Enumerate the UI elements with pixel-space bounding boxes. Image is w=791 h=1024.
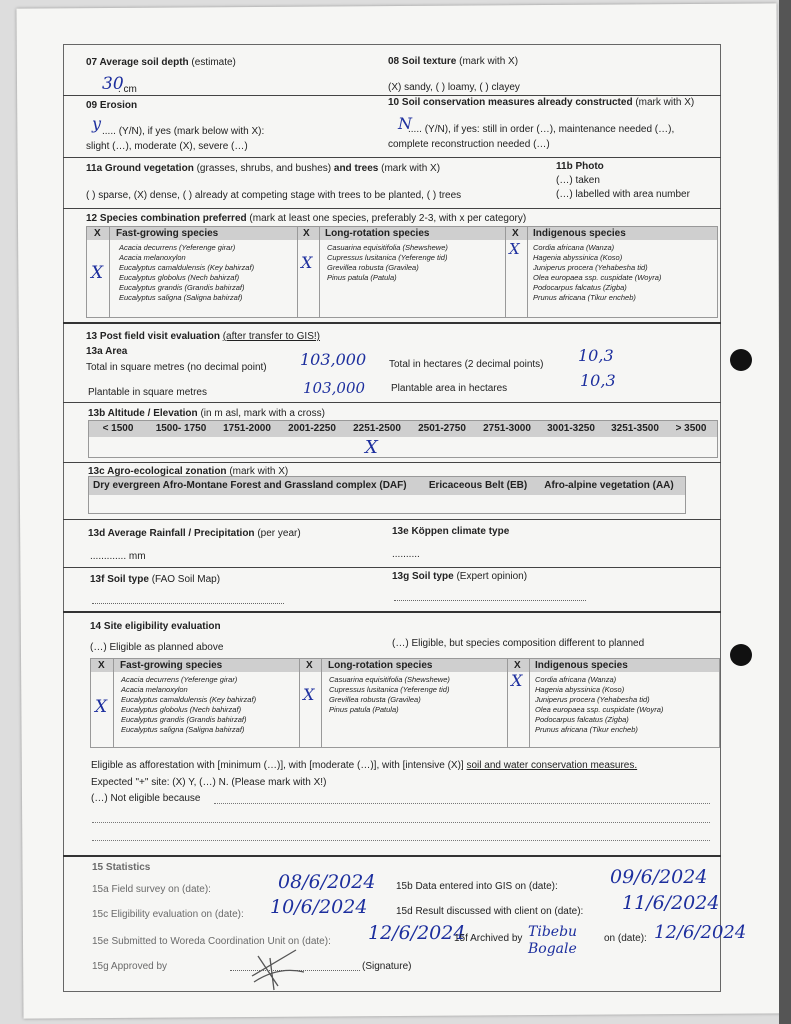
erosion-value: y — [92, 114, 102, 133]
table-cell: (mark at least one species, preferably 2-3, with x per category) — [249, 213, 527, 224]
rainfall-value: ............. mm — [90, 551, 146, 562]
altitude-option: 2751-3000 — [483, 423, 531, 434]
erosion-heading: 09 Erosion — [86, 100, 138, 111]
total-sqm-label: Total in square metres (no decimal point) — [86, 362, 267, 373]
altitude-option: 2251-2500 — [353, 423, 401, 434]
soil-depth-unit: . cm — [118, 84, 137, 95]
table-cell: 13g Soil type — [392, 571, 454, 582]
koppen-heading: 13e Köppen climate type — [392, 526, 510, 537]
koppen-value: .......... — [392, 549, 420, 560]
eligibility-date-label: 15c Eligibility evaluation on (date): — [92, 909, 244, 920]
table-cell: ..... — [102, 126, 116, 137]
archived-date: 12/6/2024 — [654, 922, 747, 943]
table-cell: (FAO Soil Map) — [151, 574, 221, 585]
plantable-sqm-value: 103,000 — [303, 379, 366, 397]
ground-vegetation-options: ( ) sparse, (X) dense, ( ) already at competing stage with trees to be planted, ( ) trees — [86, 190, 462, 201]
table-cell: 13b Altitude / Elevation — [88, 408, 198, 419]
table-cell: 07 Average soil depth — [86, 57, 189, 68]
species-fast-5: Eucalyptus grandis (Grandis bahirzaf) — [119, 283, 245, 292]
altitude-option: > 3500 — [675, 423, 707, 434]
table-cell: X — [514, 660, 521, 671]
table-cell: Acacia decurrens (Yeferenge girar) — [121, 675, 238, 684]
table-cell: (Y/N), if yes (mark below with X): — [118, 126, 265, 137]
soil-texture-heading — [388, 56, 518, 68]
form-frame — [63, 44, 721, 992]
species-fast-3: Eucalyptus camaldulensis (Key bahirzaf) — [119, 263, 255, 272]
statistics-heading: 15 Statistics — [92, 862, 151, 873]
soil-type-fao-heading — [90, 574, 220, 586]
altitude-mark: X — [365, 437, 378, 458]
species-long-2: Cupressus lusitanica (Yeferenge tid) — [327, 253, 448, 262]
table-cell: Pinus patula (Patula) — [329, 705, 399, 714]
species-indig-6: Prunus africana (Tikur encheb) — [533, 293, 636, 302]
species-long-3: Grevillea robusta (Gravilea) — [327, 263, 419, 272]
zone-daf: Dry evergreen Afro-Montane Forest and Grassland complex (DAF) — [93, 480, 407, 491]
table-cell: Eucalyptus camaldulensis (Key bahirzaf) — [121, 695, 257, 704]
table-cell: (grasses, shrubs, and bushes) — [196, 163, 332, 174]
zone-eb: Ericaceous Belt (EB) — [428, 480, 528, 491]
table-cell: Eucalyptus grandis (Grandis bahirzaf) — [121, 715, 247, 724]
species-long-4: Pinus patula (Patula) — [327, 273, 397, 282]
table-cell: Olea europaea ssp. cuspidate (Woyra) — [535, 705, 664, 714]
species-indig-4: Olea europaea ssp. cuspidate (Woyra) — [533, 273, 662, 282]
species-indig-5: Podocarpus falcatus (Zigba) — [533, 283, 627, 292]
plantable-ha-label: Plantable area in hectares — [391, 383, 508, 394]
signature-label: (Signature) — [362, 961, 412, 972]
species-preferred-heading — [86, 213, 526, 225]
species-long-1: Casuarina equisitifolia (Shewshewe) — [327, 243, 448, 252]
table-cell: Eligible as afforestation with [minimum (…)], with [moderate (…)], with [intensive (X)] — [91, 760, 464, 771]
long-rotation-header: Long-rotation species — [325, 228, 430, 239]
gis-entry-label: 15b Data entered into GIS on (date): — [396, 881, 558, 892]
soil-conservation-value: N — [398, 114, 412, 133]
altitude-option: 1751-2000 — [223, 423, 271, 434]
table-cell: 12 Species combination preferred — [86, 213, 247, 224]
altitude-table — [88, 420, 718, 458]
mark-eucalyptus-camaldulensis: X — [91, 263, 104, 283]
soil-conservation-question — [408, 124, 674, 136]
fast-growing-header: Fast-growing species — [116, 228, 219, 239]
table-cell: 13c Agro-ecological zonation — [88, 466, 227, 477]
post-field-heading — [86, 331, 320, 343]
soil-texture-options: (X) sandy, ( ) loamy, ( ) clayey — [388, 82, 520, 93]
table-cell: (mark with X) — [635, 97, 695, 108]
table-cell: Podocarpus falcatus (Zigba) — [535, 715, 629, 724]
table-cell: (after transfer to GIS!) — [222, 331, 320, 342]
table-cell: Casuarina equisitifolia (Shewshewe) — [329, 675, 450, 684]
species-indig-3: Juniperus procera (Yehabesha tid) — [533, 263, 648, 272]
archived-by-label: 15f Archived by — [454, 933, 523, 944]
table-cell: 11a Ground vegetation — [86, 163, 194, 174]
mark-cupressus-lusitanica-14: X — [303, 685, 315, 704]
woreda-submission-date: 12/6/2024 — [368, 922, 466, 944]
table-cell: and trees — [333, 163, 379, 174]
altitude-option: < 1500 — [102, 423, 134, 434]
table-cell: (in m asl, mark with a cross) — [200, 408, 325, 419]
field-survey-label: 15a Field survey on (date): — [92, 884, 211, 895]
table-cell: Grevillea robusta (Gravilea) — [329, 695, 421, 704]
erosion-options: slight (…), moderate (X), severe (…) — [86, 141, 248, 152]
plantable-ha-value: 10,3 — [580, 371, 616, 390]
rainfall-heading — [88, 528, 301, 540]
table-cell: (estimate) — [191, 57, 236, 68]
table-cell: 08 Soil texture — [388, 56, 457, 67]
table-cell: (Y/N), if yes: still in order (…), maintenance needed (…), — [424, 124, 675, 135]
table-cell: Indigenous species — [535, 660, 628, 671]
table-cell: X — [306, 660, 313, 671]
mark-cordia-africana-14: X — [511, 671, 523, 690]
table-cell: Juniperus procera (Yehabesha tid) — [535, 695, 650, 704]
client-discussion-date: 11/6/2024 — [622, 892, 720, 914]
punch-hole — [730, 349, 752, 371]
eligible-different-species: (…) Eligible, but species composition different to planned — [392, 638, 645, 649]
species-fast-6: Eucalyptus saligna (Saligna bahirzaf) — [119, 293, 243, 302]
field-survey-date: 08/6/2024 — [278, 871, 376, 893]
photo-taken: (…) taken — [556, 175, 600, 186]
eligibility-date: 10/6/2024 — [270, 896, 368, 918]
woreda-submission-label: 15e Submitted to Woreda Coordination Unit on (date): — [92, 936, 331, 947]
table-cell: (per year) — [257, 528, 301, 539]
species-fast-1: Acacia decurrens (Yeferenge girar) — [119, 243, 236, 252]
species-fast-2: Acacia melanoxylon — [119, 253, 186, 262]
photo-heading: 11b Photo — [556, 161, 604, 172]
altitude-option: 1500- 1750 — [155, 423, 207, 434]
indigenous-header: Indigenous species — [533, 228, 626, 239]
altitude-option: 2501-2750 — [418, 423, 466, 434]
total-ha-label: Total in hectares (2 decimal points) — [389, 359, 544, 370]
punch-hole — [730, 644, 752, 666]
soil-conservation-heading — [388, 97, 694, 109]
table-cell: Cupressus lusitanica (Yeferenge tid) — [329, 685, 450, 694]
client-discussion-label: 15d Result discussed with client on (date): — [396, 906, 584, 917]
scanner-edge — [779, 0, 791, 1024]
soil-conservation-options: complete reconstruction needed (…) — [388, 139, 550, 150]
table-cell: 10 Soil conservation measures already constructed — [388, 97, 633, 108]
soil-depth-value: 30 — [102, 74, 124, 94]
agro-zone-table — [88, 476, 686, 514]
gis-entry-date: 09/6/2024 — [610, 866, 708, 888]
species-preferred-table — [86, 226, 718, 318]
area-heading: 13a Area — [86, 346, 128, 357]
table-cell: Acacia melanoxylon — [121, 685, 188, 694]
mark-cupressus-lusitanica: X — [301, 253, 313, 272]
photo-labelled: (…) labelled with area number — [556, 189, 690, 200]
table-cell: (mark with X) — [459, 56, 519, 67]
signature-scribble — [248, 946, 308, 992]
species-fast-4: Eucalyptus globolus (Nech bahirzaf) — [119, 273, 240, 282]
table-cell: Fast-growing species — [120, 660, 223, 671]
table-cell: Eucalyptus saligna (Saligna bahirzaf) — [121, 725, 245, 734]
table-cell: X — [303, 228, 310, 239]
table-cell: soil and water conservation measures. — [466, 760, 638, 771]
total-sqm-value: 103,000 — [300, 350, 367, 369]
table-cell: 13f Soil type — [90, 574, 149, 585]
eligible-as-planned: (…) Eligible as planned above — [90, 642, 224, 653]
not-eligible-line: (…) Not eligible because — [91, 793, 201, 804]
species-indig-1: Cordia africana (Wanza) — [533, 243, 615, 252]
table-cell: (mark with X) — [229, 466, 289, 477]
total-ha-value: 10,3 — [578, 346, 614, 365]
table-cell: 13 Post field visit evaluation — [86, 331, 220, 342]
altitude-option: 2001-2250 — [288, 423, 336, 434]
zone-aa: Afro-alpine vegetation (AA) — [544, 480, 674, 491]
table-cell: X — [98, 660, 105, 671]
altitude-heading — [88, 408, 325, 420]
soil-type-expert-heading — [392, 571, 527, 583]
eligibility-heading: 14 Site eligibility evaluation — [90, 621, 221, 632]
table-cell: (Expert opinion) — [456, 571, 528, 582]
table-cell: Prunus africana (Tikur encheb) — [535, 725, 638, 734]
ground-vegetation-heading — [86, 163, 440, 175]
table-cell: X — [512, 228, 519, 239]
table-cell: Eucalyptus globolus (Nech bahirzaf) — [121, 705, 242, 714]
table-cell: Hagenia abyssinica (Koso) — [535, 685, 625, 694]
archived-on-label: on (date): — [604, 933, 647, 944]
approved-by-label: 15g Approved by — [92, 961, 168, 972]
table-cell: ..... — [408, 124, 422, 135]
altitude-option: 3001-3250 — [547, 423, 595, 434]
expected-plus-site: Expected "+" site: (X) Y, (…) N. (Please mark with X!) — [91, 777, 327, 788]
table-cell: (mark with X) — [381, 163, 441, 174]
erosion-question — [102, 126, 264, 138]
mark-cordia-africana: X — [509, 240, 520, 258]
table-cell: X — [94, 228, 101, 239]
mark-eucalyptus-camaldulensis-14: X — [95, 697, 108, 717]
table-cell: Cordia africana (Wanza) — [535, 675, 617, 684]
altitude-option: 3251-3500 — [611, 423, 659, 434]
archived-by-name: Tibebu Bogale — [528, 924, 578, 957]
afforestation-line — [91, 760, 637, 772]
soil-depth-heading — [86, 57, 236, 69]
species-indig-2: Hagenia abyssinica (Koso) — [533, 253, 623, 262]
eligibility-species-table — [90, 658, 720, 748]
table-cell: Long-rotation species — [328, 660, 433, 671]
plantable-sqm-label: Plantable in square metres — [88, 387, 207, 398]
table-cell: 13d Average Rainfall / Precipitation — [88, 528, 255, 539]
